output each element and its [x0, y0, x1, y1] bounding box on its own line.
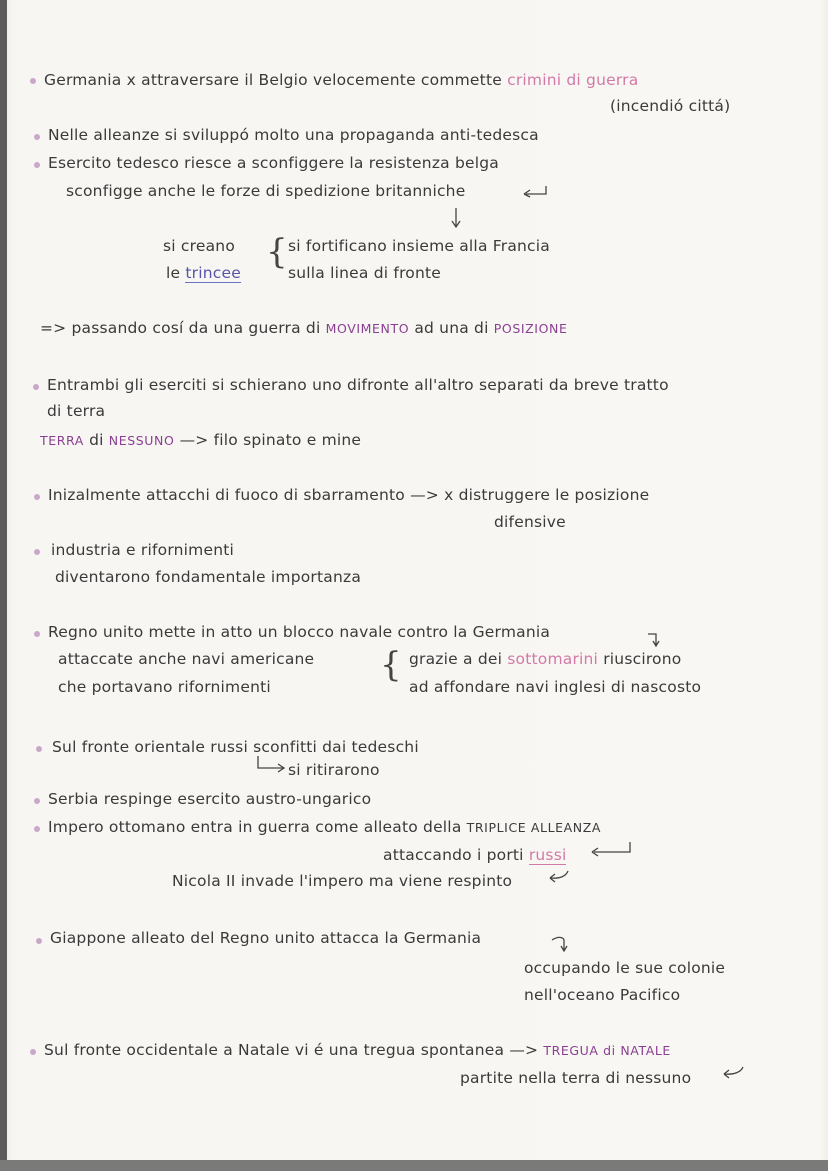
bullet: [33, 384, 39, 390]
bullet: [34, 798, 40, 804]
note-line: Nelle alleanze si sviluppó molto una propaganda anti-tedesca: [48, 126, 539, 144]
note-text: —> filo spinato e mine: [179, 431, 362, 449]
note-text: Sul fronte occidentale a Natale vi é una tregua spontanea —>: [44, 1041, 539, 1059]
curly-brace: {: [380, 645, 402, 685]
underlined-text: russi: [528, 846, 567, 864]
note-text: grazie a dei: [409, 650, 503, 668]
bullet: [30, 78, 36, 84]
note-line: di terra: [47, 402, 106, 420]
note-line: si ritirarono: [288, 761, 380, 779]
bullet: [34, 826, 40, 832]
note-line: [48, 817, 601, 838]
note-text: x attraversare il Belgio velocemente commette: [126, 71, 502, 89]
note-line: Nicola II invade l'impero ma viene respinto: [172, 872, 513, 890]
note-line: Inizalmente attacchi di fuoco di sbarramento —> x distruggere le posizione: [48, 486, 650, 504]
note-text: riuscirono: [603, 650, 682, 668]
bullet: [34, 162, 40, 168]
curly-brace: {: [266, 232, 288, 272]
note-line: Serbia respinge esercito austro-ungarico: [48, 790, 372, 808]
underlined-text: trincee: [185, 264, 241, 282]
note-line: [44, 1040, 671, 1061]
note-line: sulla linea di fronte: [288, 264, 442, 282]
note-line: Regno unito mette in atto un blocco navale contro la Germania: [48, 623, 551, 641]
note-line: ad affondare navi inglesi di nascosto: [409, 678, 702, 696]
note-line: [40, 430, 361, 451]
bullet: [30, 1049, 36, 1055]
note-text: => passando cosí da una guerra di: [40, 319, 321, 337]
note-line: [66, 181, 465, 201]
bullet: [36, 746, 42, 752]
return-arrow-icon: [522, 184, 552, 200]
note-line: Esercito tedesco riesce a sconfiggere la resistenza belga: [48, 154, 500, 172]
note-text: attaccando i porti: [383, 846, 524, 864]
note-text: ad una di: [414, 319, 489, 337]
bullet: [36, 938, 42, 944]
highlight-text: TERRA: [40, 433, 84, 448]
note-line: nell'oceano Pacifico: [524, 986, 681, 1004]
bullet: [34, 134, 40, 140]
page-left-edge: [0, 0, 7, 1171]
down-arrow-icon: [448, 206, 464, 230]
note-line: partite nella terra di nessuno: [460, 1069, 692, 1087]
page-bottom-edge: [0, 1160, 828, 1171]
note-text: di: [89, 431, 104, 449]
highlight-text: MOVIMENTO: [325, 321, 410, 336]
return-arrow-icon: [590, 840, 636, 860]
note-text: Impero ottomano entra in guerra come alleato della: [48, 818, 462, 836]
highlight-text: TREGUA di NATALE: [543, 1043, 671, 1058]
return-arrow-icon: [548, 868, 572, 886]
note-line: [383, 845, 566, 865]
note-line: (incendió cittá): [610, 97, 731, 115]
note-text: le: [166, 264, 181, 282]
note-line: diventarono fondamentale importanza: [55, 568, 362, 586]
bullet: [34, 494, 40, 500]
note-line: [44, 70, 638, 90]
note-line: [409, 649, 681, 669]
note-line: che portavano rifornimenti: [58, 678, 271, 696]
note-line: si creano: [163, 237, 236, 255]
highlight-text: sottomarini: [507, 650, 599, 668]
highlight-text: NESSUNO: [108, 433, 175, 448]
note-line: Entrambi gli eserciti si schierano uno difronte all'altro separati da breve tratto: [47, 376, 669, 394]
note-text: Germania: [44, 71, 122, 89]
note-line: [166, 263, 241, 283]
return-arrow-icon: [722, 1064, 748, 1082]
note-line: Sul fronte orientale russi sconfitti dai tedeschi: [52, 738, 419, 756]
down-arrow-icon: [646, 626, 666, 648]
bullet: [34, 631, 40, 637]
note-line: attaccate anche navi americane: [58, 650, 315, 668]
down-arrow-icon: [550, 930, 572, 954]
note-line: industria e rifornimenti: [51, 541, 235, 559]
arrow-icon: [255, 754, 287, 774]
note-line: Giappone alleato del Regno unito attacca la Germania: [50, 929, 482, 947]
note-line: occupando le sue colonie: [524, 959, 726, 977]
highlight-text: POSIZIONE: [493, 321, 568, 336]
bullet: [34, 549, 40, 555]
caps-text: TRIPLICE ALLEANZA: [466, 820, 602, 835]
note-line: si fortificano insieme alla Francia: [288, 237, 550, 255]
highlight-text: crimini di guerra: [507, 71, 639, 89]
note-line: difensive: [494, 513, 566, 531]
note-text: sconfigge anche le forze di spedizione britanniche: [66, 182, 466, 200]
note-line: [40, 318, 568, 339]
